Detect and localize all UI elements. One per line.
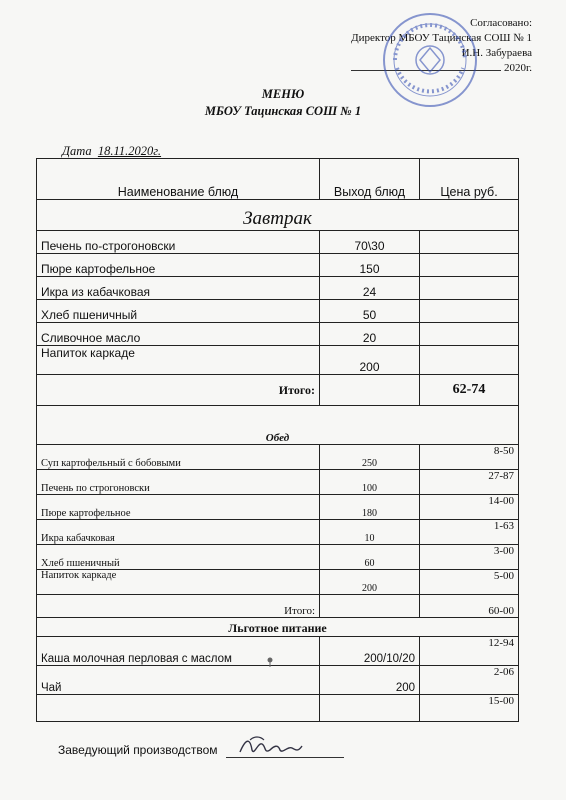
table-row: [37, 666, 519, 695]
menu-title-line1: МЕНЮ: [261, 87, 305, 101]
dish-name: Хлеб пшеничный: [37, 545, 320, 570]
table-row: [37, 254, 519, 277]
dish-name: Пюре картофельное: [37, 495, 320, 520]
approval-heading: Согласовано:: [470, 17, 532, 29]
table-row: [37, 277, 519, 300]
total-price: 15-00: [420, 695, 519, 722]
total-price: 62-74: [420, 375, 519, 406]
dish-price: 1-63: [420, 520, 519, 545]
total-label: Итого:: [37, 375, 320, 406]
dish-output: 200: [320, 570, 420, 595]
dish-price: 2-06: [420, 666, 519, 695]
dish-output: 250: [320, 445, 420, 470]
dish-name: Каша молочная перловая с маслом: [37, 637, 320, 666]
header-output: Выход блюд: [320, 159, 420, 200]
breakfast-total-row: [37, 375, 519, 406]
table-row: [37, 300, 519, 323]
dish-name: Пюре картофельное: [37, 254, 320, 277]
table-row: [37, 346, 519, 375]
dish-price: 8-50: [420, 445, 519, 470]
dish-price: 5-00: [420, 570, 519, 595]
table-row: [37, 323, 519, 346]
dish-output: 24: [320, 277, 420, 300]
dish-price: 3-00: [420, 545, 519, 570]
table-row: [37, 570, 519, 595]
section-row-lunch: [37, 406, 519, 445]
dish-price: [420, 254, 519, 277]
table-row: [37, 231, 519, 254]
approval-director: И.Н. Забураева: [461, 47, 532, 59]
total-label: Итого:: [37, 595, 320, 618]
date-label: Дата: [62, 144, 92, 158]
section-title-lunch: Обед: [37, 406, 519, 445]
dish-output: 100: [320, 470, 420, 495]
dish-output: 60: [320, 545, 420, 570]
dish-name: Икра кабачковая: [37, 520, 320, 545]
menu-title-line2: МБОУ Тацинская СОШ № 1: [204, 104, 362, 118]
total-price: 60-00: [420, 595, 519, 618]
table-row: [37, 520, 519, 545]
menu-title: [0, 86, 566, 120]
table-row: [37, 545, 519, 570]
dish-output: 200: [320, 666, 420, 695]
dish-output: [320, 695, 420, 722]
dish-name: Хлеб пшеничный: [37, 300, 320, 323]
dish-name: Печень по строгоновски: [37, 470, 320, 495]
dish-price: [420, 323, 519, 346]
total-output: [320, 375, 420, 406]
dish-price: 12-94: [420, 637, 519, 666]
preferential-total-row: [37, 695, 519, 722]
dish-name: [37, 695, 320, 722]
dish-name: Сливочное масло: [37, 323, 320, 346]
dish-name: Печень по-строгоновски: [37, 231, 320, 254]
pin-mark-icon: [266, 657, 274, 667]
date-value: 18.11.2020г.: [97, 144, 162, 158]
approval-position: Директор МБОУ Тацинская СОШ № 1: [351, 32, 532, 44]
dish-output: 50: [320, 300, 420, 323]
section-row-preferential: [37, 618, 519, 637]
dish-price: [420, 346, 519, 375]
table-row: [37, 495, 519, 520]
header-name: Наименование блюд: [37, 159, 320, 200]
menu-date: [62, 144, 161, 159]
table-header-row: [37, 159, 519, 200]
dish-output: 180: [320, 495, 420, 520]
section-row-breakfast: [37, 200, 519, 231]
table-row: [37, 637, 519, 666]
menu-table: [36, 158, 519, 722]
dish-output: 200: [320, 346, 420, 375]
dish-output: 20: [320, 323, 420, 346]
dish-price: 27-87: [420, 470, 519, 495]
dish-name: Чай: [37, 666, 320, 695]
dish-name: Икра из кабачковая: [37, 277, 320, 300]
signature-icon: [236, 734, 306, 760]
dish-output: 200/10/20: [320, 637, 420, 666]
total-output: [320, 595, 420, 618]
dish-price: [420, 231, 519, 254]
footer-label: Заведующий производством: [58, 743, 218, 757]
lunch-total-row: [37, 595, 519, 618]
dish-name: Напиток каркаде: [37, 346, 320, 375]
dish-output: 10: [320, 520, 420, 545]
dish-price: [420, 300, 519, 323]
approval-year-text: 2020г.: [503, 62, 532, 74]
dish-output: 150: [320, 254, 420, 277]
section-title-preferential: Льготное питание: [37, 618, 519, 637]
table-row: [37, 445, 519, 470]
dish-output: 70\30: [320, 231, 420, 254]
header-price: Цена руб.: [420, 159, 519, 200]
table-row: [37, 470, 519, 495]
dish-name: Суп картофельный с бобовыми: [37, 445, 320, 470]
dish-name: Напиток каркаде: [37, 570, 320, 595]
section-title-breakfast: Завтрак: [37, 200, 519, 231]
dish-price: 14-00: [420, 495, 519, 520]
dish-price: [420, 277, 519, 300]
